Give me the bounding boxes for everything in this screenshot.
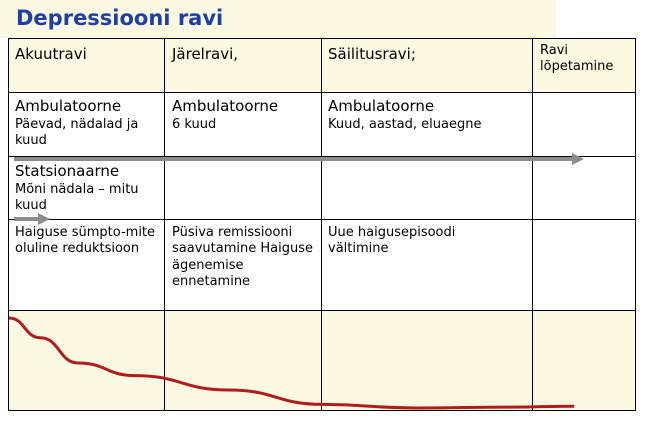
ambulatory-heading: Ambulatoorne	[15, 97, 122, 115]
column-header-continuation: Järelravi,	[172, 45, 239, 63]
ambulatory-duration: 6 kuud	[172, 117, 217, 132]
ambulatory-heading: Ambulatoorne	[328, 97, 435, 115]
inpatient-arrowhead	[38, 213, 50, 225]
column-header-acute: Akuutravi	[15, 45, 87, 63]
ambulatory-duration: Päevad, nädalad ja kuud	[15, 117, 139, 149]
page-title: Depressiooni ravi	[16, 6, 224, 30]
ambulatory-arrowhead	[572, 153, 584, 165]
inpatient-duration: Mõni nädala – mitu kuud	[15, 182, 139, 214]
goal-cell-continuation: Püsiva remissiooni saavutamine Haiguse ägenemise ennetamine	[172, 225, 313, 289]
goal-cell-maintenance: Uue haigusepisoodi vältimine	[328, 225, 456, 257]
ambulatory-heading: Ambulatoorne	[172, 97, 279, 115]
ambulatory-duration: Kuud, aastad, eluaegne	[328, 117, 482, 132]
inpatient-heading: Statsionaarne	[15, 162, 120, 180]
column-header-maintenance: Säilitusravi;	[328, 45, 416, 63]
symptom-severity-curve	[9, 318, 574, 408]
goal-cell-acute: Haiguse sümpto-mite oluline reduktsioon	[15, 225, 156, 257]
column-header-discontinuation: Ravi lõpetamine	[540, 43, 614, 75]
